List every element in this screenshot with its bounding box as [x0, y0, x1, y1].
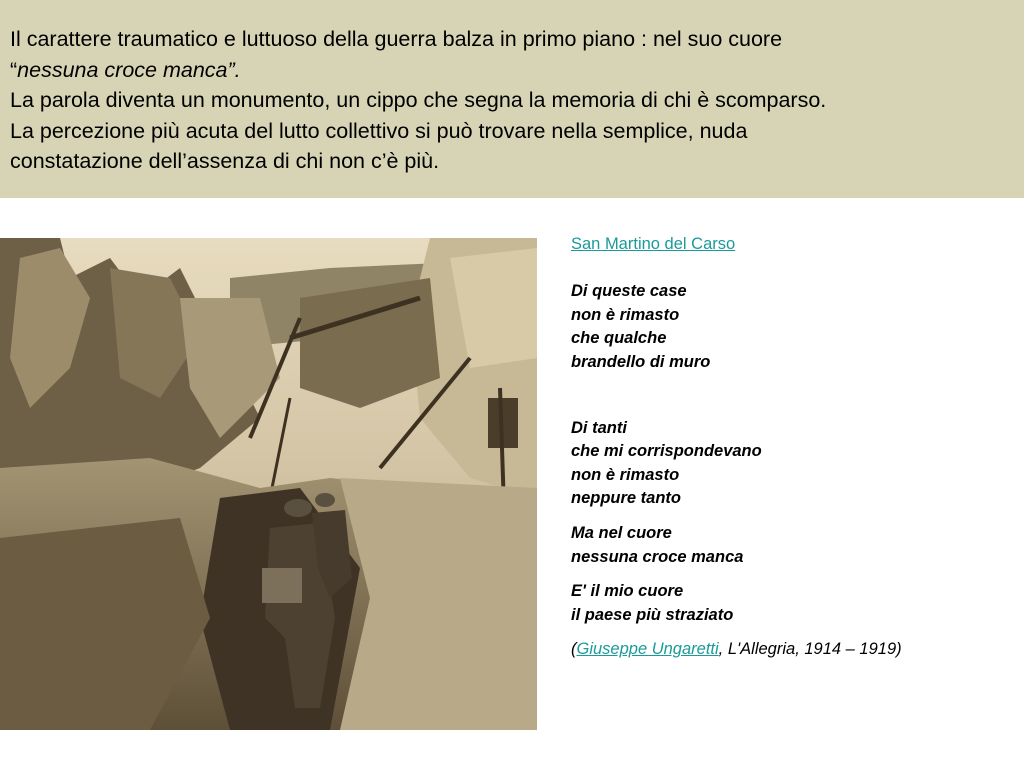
stanza-line: Di queste case — [571, 282, 687, 301]
author-link[interactable]: Giuseppe Ungaretti — [576, 640, 719, 659]
stanza-line: nessuna croce manca — [571, 547, 744, 566]
stanza-line: non è rimasto — [571, 465, 680, 484]
quote-open: “ — [10, 57, 18, 82]
poem-title-link[interactable]: San Martino del Carso — [571, 235, 736, 253]
stanza-line: il paese più straziato — [571, 605, 734, 624]
stanza-line: che mi corrispondevano — [571, 442, 762, 461]
stanza-line: E' il mio cuore — [571, 582, 684, 601]
stanza-3 — [571, 522, 1011, 569]
header-text — [10, 24, 1014, 177]
header-panel — [0, 0, 1024, 198]
stanza-line: che qualche — [571, 329, 667, 348]
stanza-4 — [571, 580, 1011, 627]
header-quote-italic: nessuna croce manca”. — [17, 57, 241, 82]
header-line-2 — [10, 55, 1014, 86]
header-line-3: La parola diventa un monumento, un cippo che segna la memoria di chi è scomparso. — [10, 88, 827, 112]
stanza-1 — [571, 280, 1011, 374]
citation-open: ( — [571, 640, 577, 659]
photo-illustration — [0, 238, 537, 730]
stanza-line: non è rimasto — [571, 305, 680, 324]
poem-title — [571, 233, 1011, 257]
war-ruins-photo — [0, 238, 537, 730]
header-line-5: constatazione dell’assenza di chi non c’è più. — [10, 149, 440, 173]
citation-rest: , L'Allegria, 1914 – 1919) — [718, 640, 902, 659]
stanza-line: Ma nel cuore — [571, 523, 672, 542]
header-line-1: Il carattere traumatico e luttuoso della guerra balza in primo piano : nel suo cuore — [10, 27, 783, 51]
stanza-line: Di tanti — [571, 418, 627, 437]
citation — [571, 638, 1011, 662]
stanza-line: neppure tanto — [571, 489, 681, 508]
header-line-4: La percezione più acuta del lutto collettivo si può trovare nella semplice, nuda — [10, 118, 748, 143]
stanza-line: brandello di muro — [571, 352, 711, 371]
poem-block — [571, 233, 1011, 662]
stanza-2 — [571, 417, 1011, 511]
